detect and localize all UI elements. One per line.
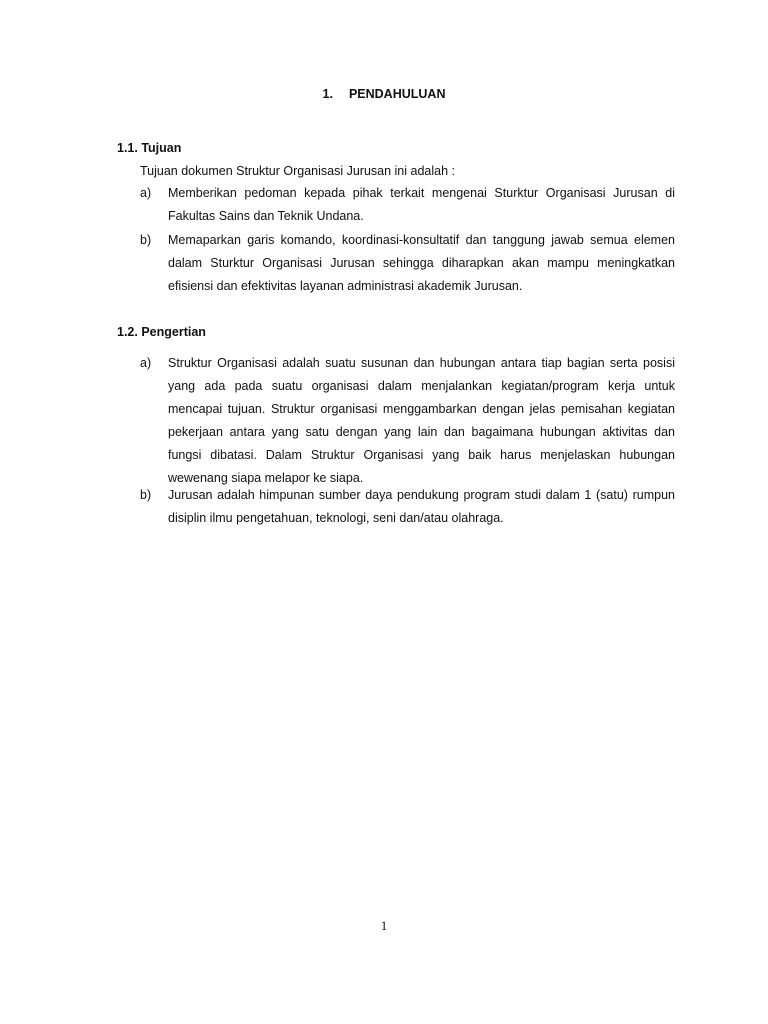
list-item-tujuan-a <box>140 182 675 228</box>
list-marker: b) <box>140 233 152 247</box>
list-item-text: Jurusan adalah himpunan sumber daya pendukung program studi dalam 1 (satu) rumpun disiplin ilmu pengetahuan, teknologi, seni dan/atau olahraga. <box>168 488 675 525</box>
list-item-pengertian-a <box>140 352 675 490</box>
list-marker: a) <box>140 186 152 200</box>
chapter-title-text: PENDAHULUAN <box>348 87 446 101</box>
list-item-text: Memberikan pedoman kepada pihak terkait mengenai Sturktur Organisasi Jurusan di Fakultas Sains dan Teknik Undana. <box>168 186 675 223</box>
list-item-text: Struktur Organisasi adalah suatu susunan dan hubungan antara tiap bagian serta posisi yang ada pada suatu organisasi dalam menjalankan kegiatan/program kerja untuk mencapai tujuan. Struktur organisasi menggambarkan dengan jelas pemisahan kegiatan pekerjaan antara yang satu dengan yang lain dan bagaimana hubungan aktivitas dan fungsi dibatasi. Dalam Struktur Organisasi yang baik harus menjelaskan hubungan wewenang siapa melapor ke siapa. <box>168 356 675 485</box>
page-number: 1 <box>380 918 388 933</box>
list-item-pengertian-b <box>140 484 675 530</box>
section-intro-tujuan: Tujuan dokumen Struktur Organisasi Jurusan ini adalah : <box>140 164 455 178</box>
list-item-text: Memaparkan garis komando, koordinasi-konsultatif dan tanggung jawab semua elemen dalam Sturktur Organisasi Jurusan sehingga diharapkan akan mampu meningkatkan efisiensi dan efektivitas layanan administrasi akademik Jurusan. <box>168 233 675 293</box>
chapter-title <box>0 87 768 101</box>
section-heading-tujuan: 1.1. Tujuan <box>117 141 182 155</box>
list-item-tujuan-b <box>140 229 675 298</box>
section-heading-pengertian: 1.2. Pengertian <box>117 325 206 339</box>
list-marker: b) <box>140 488 152 502</box>
list-marker: a) <box>140 356 152 370</box>
chapter-number: 1. <box>322 87 333 101</box>
